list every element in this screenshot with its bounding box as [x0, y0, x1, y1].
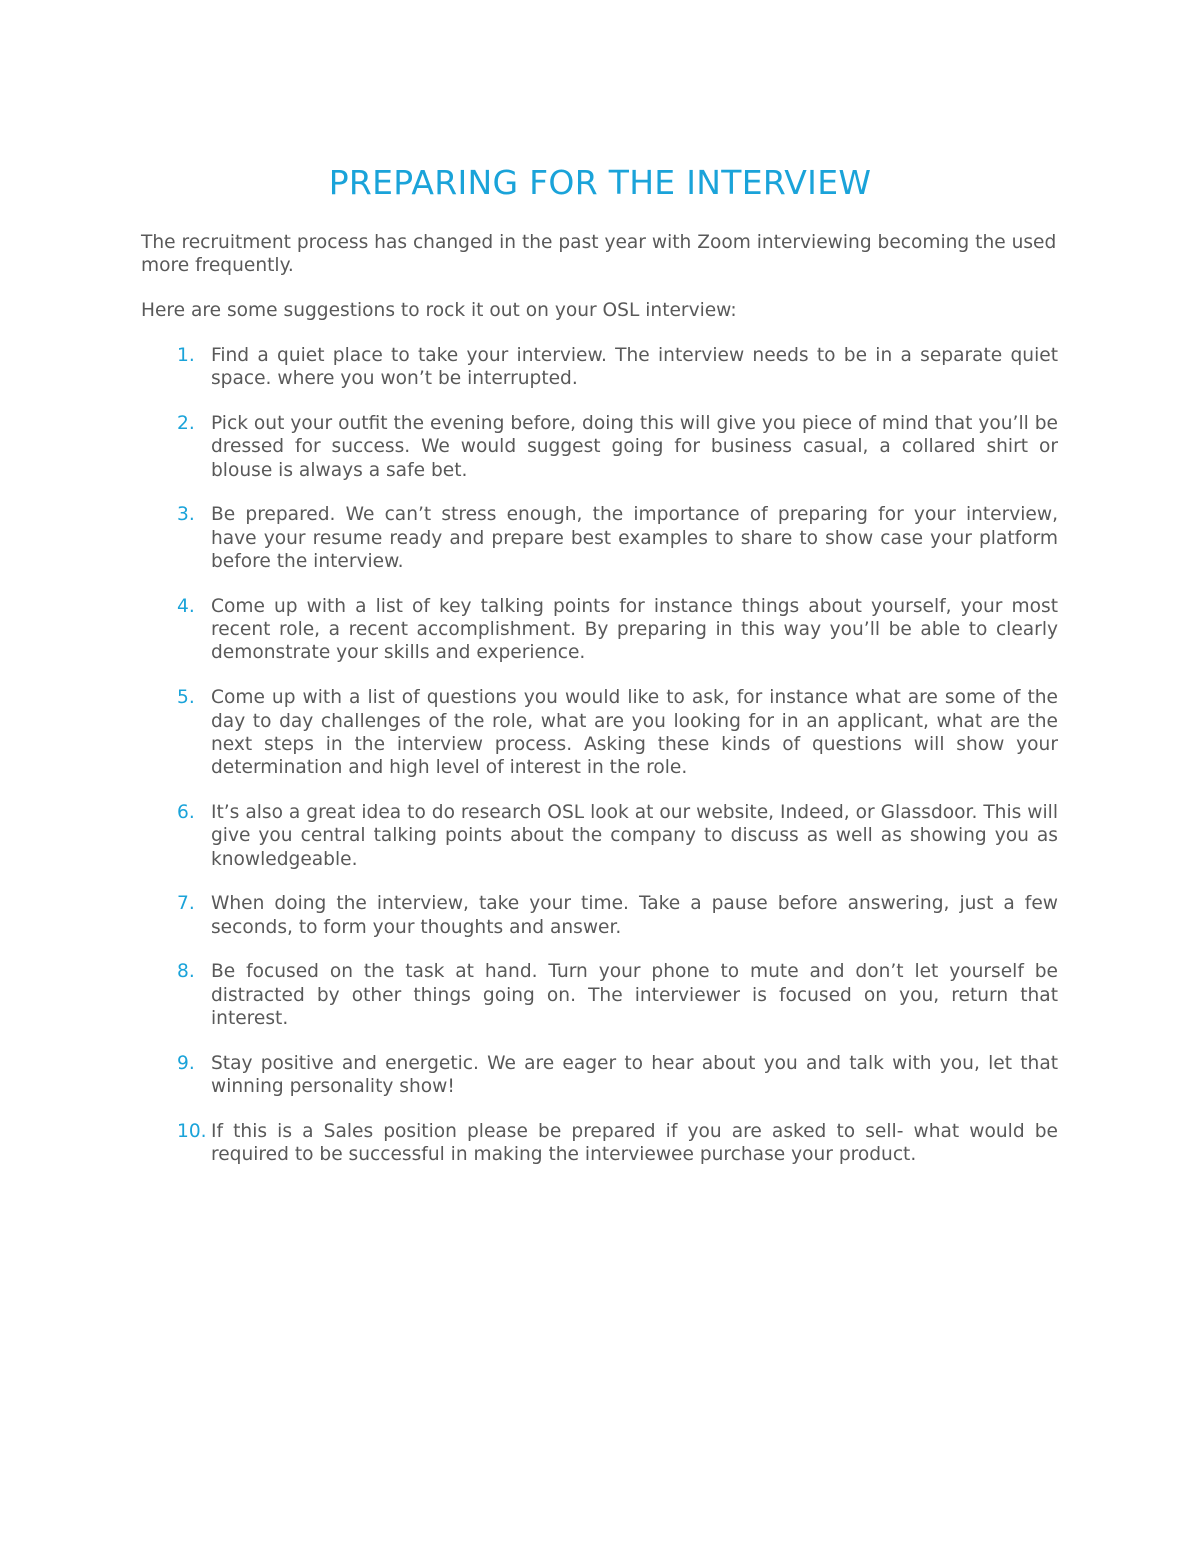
list-item [141, 892, 1058, 939]
list-item-number: 10. [177, 1120, 207, 1142]
list-item-number: 8. [177, 961, 195, 983]
intro-paragraph: The recruitment process has changed in the past year with Zoom interviewing becoming the used more frequently. [141, 232, 1057, 277]
list-item [141, 1120, 1058, 1167]
suggestions-list [141, 344, 1058, 1188]
list-item-number: 2. [177, 413, 195, 435]
list-item-number: 4. [177, 595, 195, 617]
list-item-number: 5. [177, 687, 195, 709]
list-item-number: 7. [177, 893, 195, 915]
list-item [141, 960, 1058, 1030]
list-item [141, 595, 1058, 665]
list-item [141, 686, 1058, 779]
list-item-text: Come up with a list of questions you would like to ask, for instance what are some of the day to day challenges of the role, what are you looking for in an applicant, what are the next steps in the interview process. Asking these kinds of questions will show your determination and high level of interest in the role. [211, 687, 1058, 779]
list-item-text: Be focused on the task at hand. Turn your phone to mute and don’t let yourself be distracted by other things going on. The interviewer is focused on you, return that interest. [211, 961, 1058, 1030]
list-item-text: Pick out your outfit the evening before, doing this will give you piece of mind that you’ll be dressed for success. We would suggest going for business casual, a collared shirt or blouse is always a safe bet. [211, 413, 1058, 481]
list-item-text: Find a quiet place to take your interview. The interview needs to be in a separate quiet space. where you won’t be interrupted. [211, 345, 1058, 390]
list-item [141, 344, 1058, 391]
list-item [141, 801, 1058, 871]
list-item-text: When doing the interview, take your time. Take a pause before answering, just a few seconds, to form your thoughts and answer. [211, 893, 1058, 938]
list-item-text: If this is a Sales position please be prepared if you are asked to sell- what would be required to be successful in making the interviewee purchase your product. [211, 1120, 1058, 1166]
list-item-text: Stay positive and energetic. We are eager to hear about you and talk with you, let that winning personality show! [211, 1052, 1058, 1098]
list-item-number: 3. [177, 504, 195, 526]
lead-paragraph: Here are some suggestions to rock it out on your OSL interview: [141, 300, 737, 321]
list-item [141, 412, 1058, 482]
list-item-number: 9. [177, 1052, 195, 1074]
list-item-text: It’s also a great idea to do research OSL look at our website, Indeed, or Glassdoor. This will give you central talking points about the company to discuss as well as showing you as knowledgeable. [211, 801, 1058, 870]
page-title: PREPARING FOR THE INTERVIEW [328, 163, 872, 202]
list-item [141, 1052, 1058, 1099]
list-item-number: 1. [177, 345, 195, 366]
list-item-text: Be prepared. We can’t stress enough, the importance of preparing for your interview, have your resume ready and prepare best examples to share to show case your platform before the interview. [211, 504, 1058, 573]
list-item-number: 6. [177, 801, 195, 823]
list-item [141, 503, 1058, 573]
list-item-text: Come up with a list of key talking points for instance things about yourself, your most recent role, a recent accomplishment. By preparing in this way you’ll be able to clearly demonstrate your skills and experience. [211, 595, 1058, 664]
